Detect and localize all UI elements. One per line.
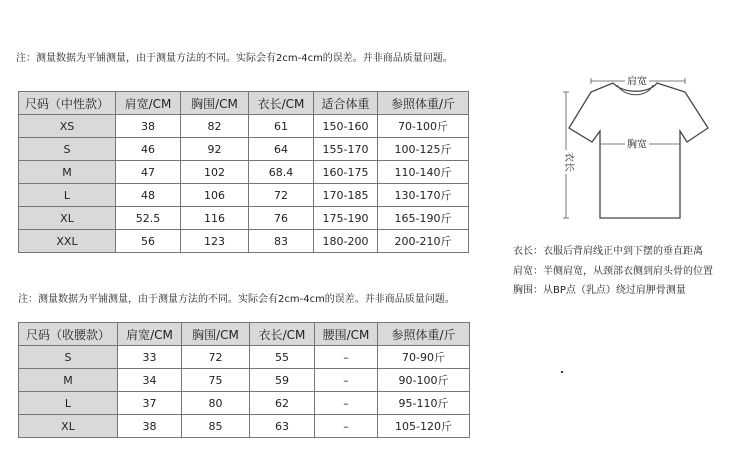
header-shoulder: 肩宽/CM [118, 323, 182, 346]
table-cell: 170-185 [314, 184, 378, 207]
shoulder-definition: 肩宽：半侧肩宽，从颈部衣侧到肩头骨的位置 [513, 266, 713, 277]
size-table-neutral [18, 91, 469, 253]
table-cell: 47 [116, 161, 181, 184]
length-definition: 衣长：衣服后背肩线正中到下摆的垂直距离 [513, 246, 703, 257]
table-cell: S [19, 346, 118, 369]
header-length: 衣长/CM [250, 323, 315, 346]
table-cell: 100-125斤 [378, 138, 469, 161]
table-cell: 200-210斤 [378, 230, 469, 253]
size-table-fitted [18, 322, 470, 438]
table-cell: 72 [249, 184, 314, 207]
table-cell: 33 [118, 346, 182, 369]
table-cell: 63 [250, 415, 315, 438]
table-row [19, 392, 470, 415]
table-cell: XL [19, 415, 118, 438]
table-cell: 110-140斤 [378, 161, 469, 184]
tshirt-outline [569, 83, 708, 218]
table-cell: 180-200 [314, 230, 378, 253]
table-header-row [19, 323, 470, 346]
table-cell: 37 [118, 392, 182, 415]
table-row [19, 415, 470, 438]
table-row [19, 184, 469, 207]
table-cell: 105-120斤 [378, 415, 470, 438]
shoulder-width-label: 肩宽 [627, 76, 647, 88]
table-row [19, 207, 469, 230]
table-cell: 75 [182, 369, 250, 392]
table-cell: S [19, 138, 116, 161]
table-cell: 55 [250, 346, 315, 369]
tshirt-measurement-diagram [557, 70, 722, 230]
table-cell: 46 [116, 138, 181, 161]
table-row [19, 369, 470, 392]
table-cell: 70-100斤 [378, 115, 469, 138]
table-cell: 116 [181, 207, 249, 230]
table-header-row [19, 92, 469, 115]
table-row [19, 230, 469, 253]
table-cell: – [315, 369, 378, 392]
table-cell: 59 [250, 369, 315, 392]
table-cell: – [315, 346, 378, 369]
measurement-note-top: 注：测量数据为平铺测量，由于测量方法的不同。实际会有2cm-4cm的误差。并非商品质量问题。 [16, 53, 453, 64]
table-cell: M [19, 369, 118, 392]
table-row [19, 138, 469, 161]
chest-definition: 胸围：从BP点（乳点）绕过肩胛骨测量 [513, 285, 686, 296]
table-cell: 34 [118, 369, 182, 392]
table-cell: L [19, 184, 116, 207]
length-label: 衣长 [563, 152, 574, 172]
table-cell: 95-110斤 [378, 392, 470, 415]
header-length: 衣长/CM [249, 92, 314, 115]
table-cell: 62 [250, 392, 315, 415]
table-cell: 68.4 [249, 161, 314, 184]
table-cell: 61 [249, 115, 314, 138]
table-row [19, 346, 470, 369]
table-cell: 56 [116, 230, 181, 253]
header-fit-weight: 适合体重 [314, 92, 378, 115]
table-cell: XXL [19, 230, 116, 253]
table-cell: 165-190斤 [378, 207, 469, 230]
header-size: 尺码（中性款） [19, 92, 116, 115]
table-cell: 85 [182, 415, 250, 438]
table-cell: 76 [249, 207, 314, 230]
header-waist: 腰围/CM [315, 323, 378, 346]
table-cell: L [19, 392, 118, 415]
table-cell: 70-90斤 [378, 346, 470, 369]
table-cell: – [315, 392, 378, 415]
table-cell: 92 [181, 138, 249, 161]
measurement-note-bottom: 注：测量数据为平铺测量，由于测量方法的不同。实际会有2cm-4cm的误差。并非商品质量问题。 [18, 294, 455, 305]
table-cell: 123 [181, 230, 249, 253]
header-ref-weight: 参照体重/斤 [378, 92, 469, 115]
table-cell: 48 [116, 184, 181, 207]
table-cell: XL [19, 207, 116, 230]
table-cell: 155-170 [314, 138, 378, 161]
table-cell: 64 [249, 138, 314, 161]
table-cell: 130-170斤 [378, 184, 469, 207]
table-cell: 150-160 [314, 115, 378, 138]
table-cell: 38 [118, 415, 182, 438]
header-shoulder: 肩宽/CM [116, 92, 181, 115]
table-cell: 175-190 [314, 207, 378, 230]
header-chest: 胸围/CM [181, 92, 249, 115]
table-cell: 80 [182, 392, 250, 415]
table-cell: 52.5 [116, 207, 181, 230]
table-cell: 38 [116, 115, 181, 138]
header-size: 尺码（收腰款） [19, 323, 118, 346]
header-chest: 胸围/CM [182, 323, 250, 346]
table-cell: XS [19, 115, 116, 138]
table-cell: 72 [182, 346, 250, 369]
table-cell: – [315, 415, 378, 438]
decorative-dot [561, 371, 563, 373]
table-cell: 102 [181, 161, 249, 184]
header-ref-weight: 参照体重/斤 [378, 323, 470, 346]
table-cell: 90-100斤 [378, 369, 470, 392]
table-cell: 83 [249, 230, 314, 253]
table-cell: M [19, 161, 116, 184]
table-cell: 106 [181, 184, 249, 207]
table-cell: 160-175 [314, 161, 378, 184]
table-row [19, 161, 469, 184]
chest-width-label: 胸宽 [627, 139, 647, 151]
table-row [19, 115, 469, 138]
table-cell: 82 [181, 115, 249, 138]
